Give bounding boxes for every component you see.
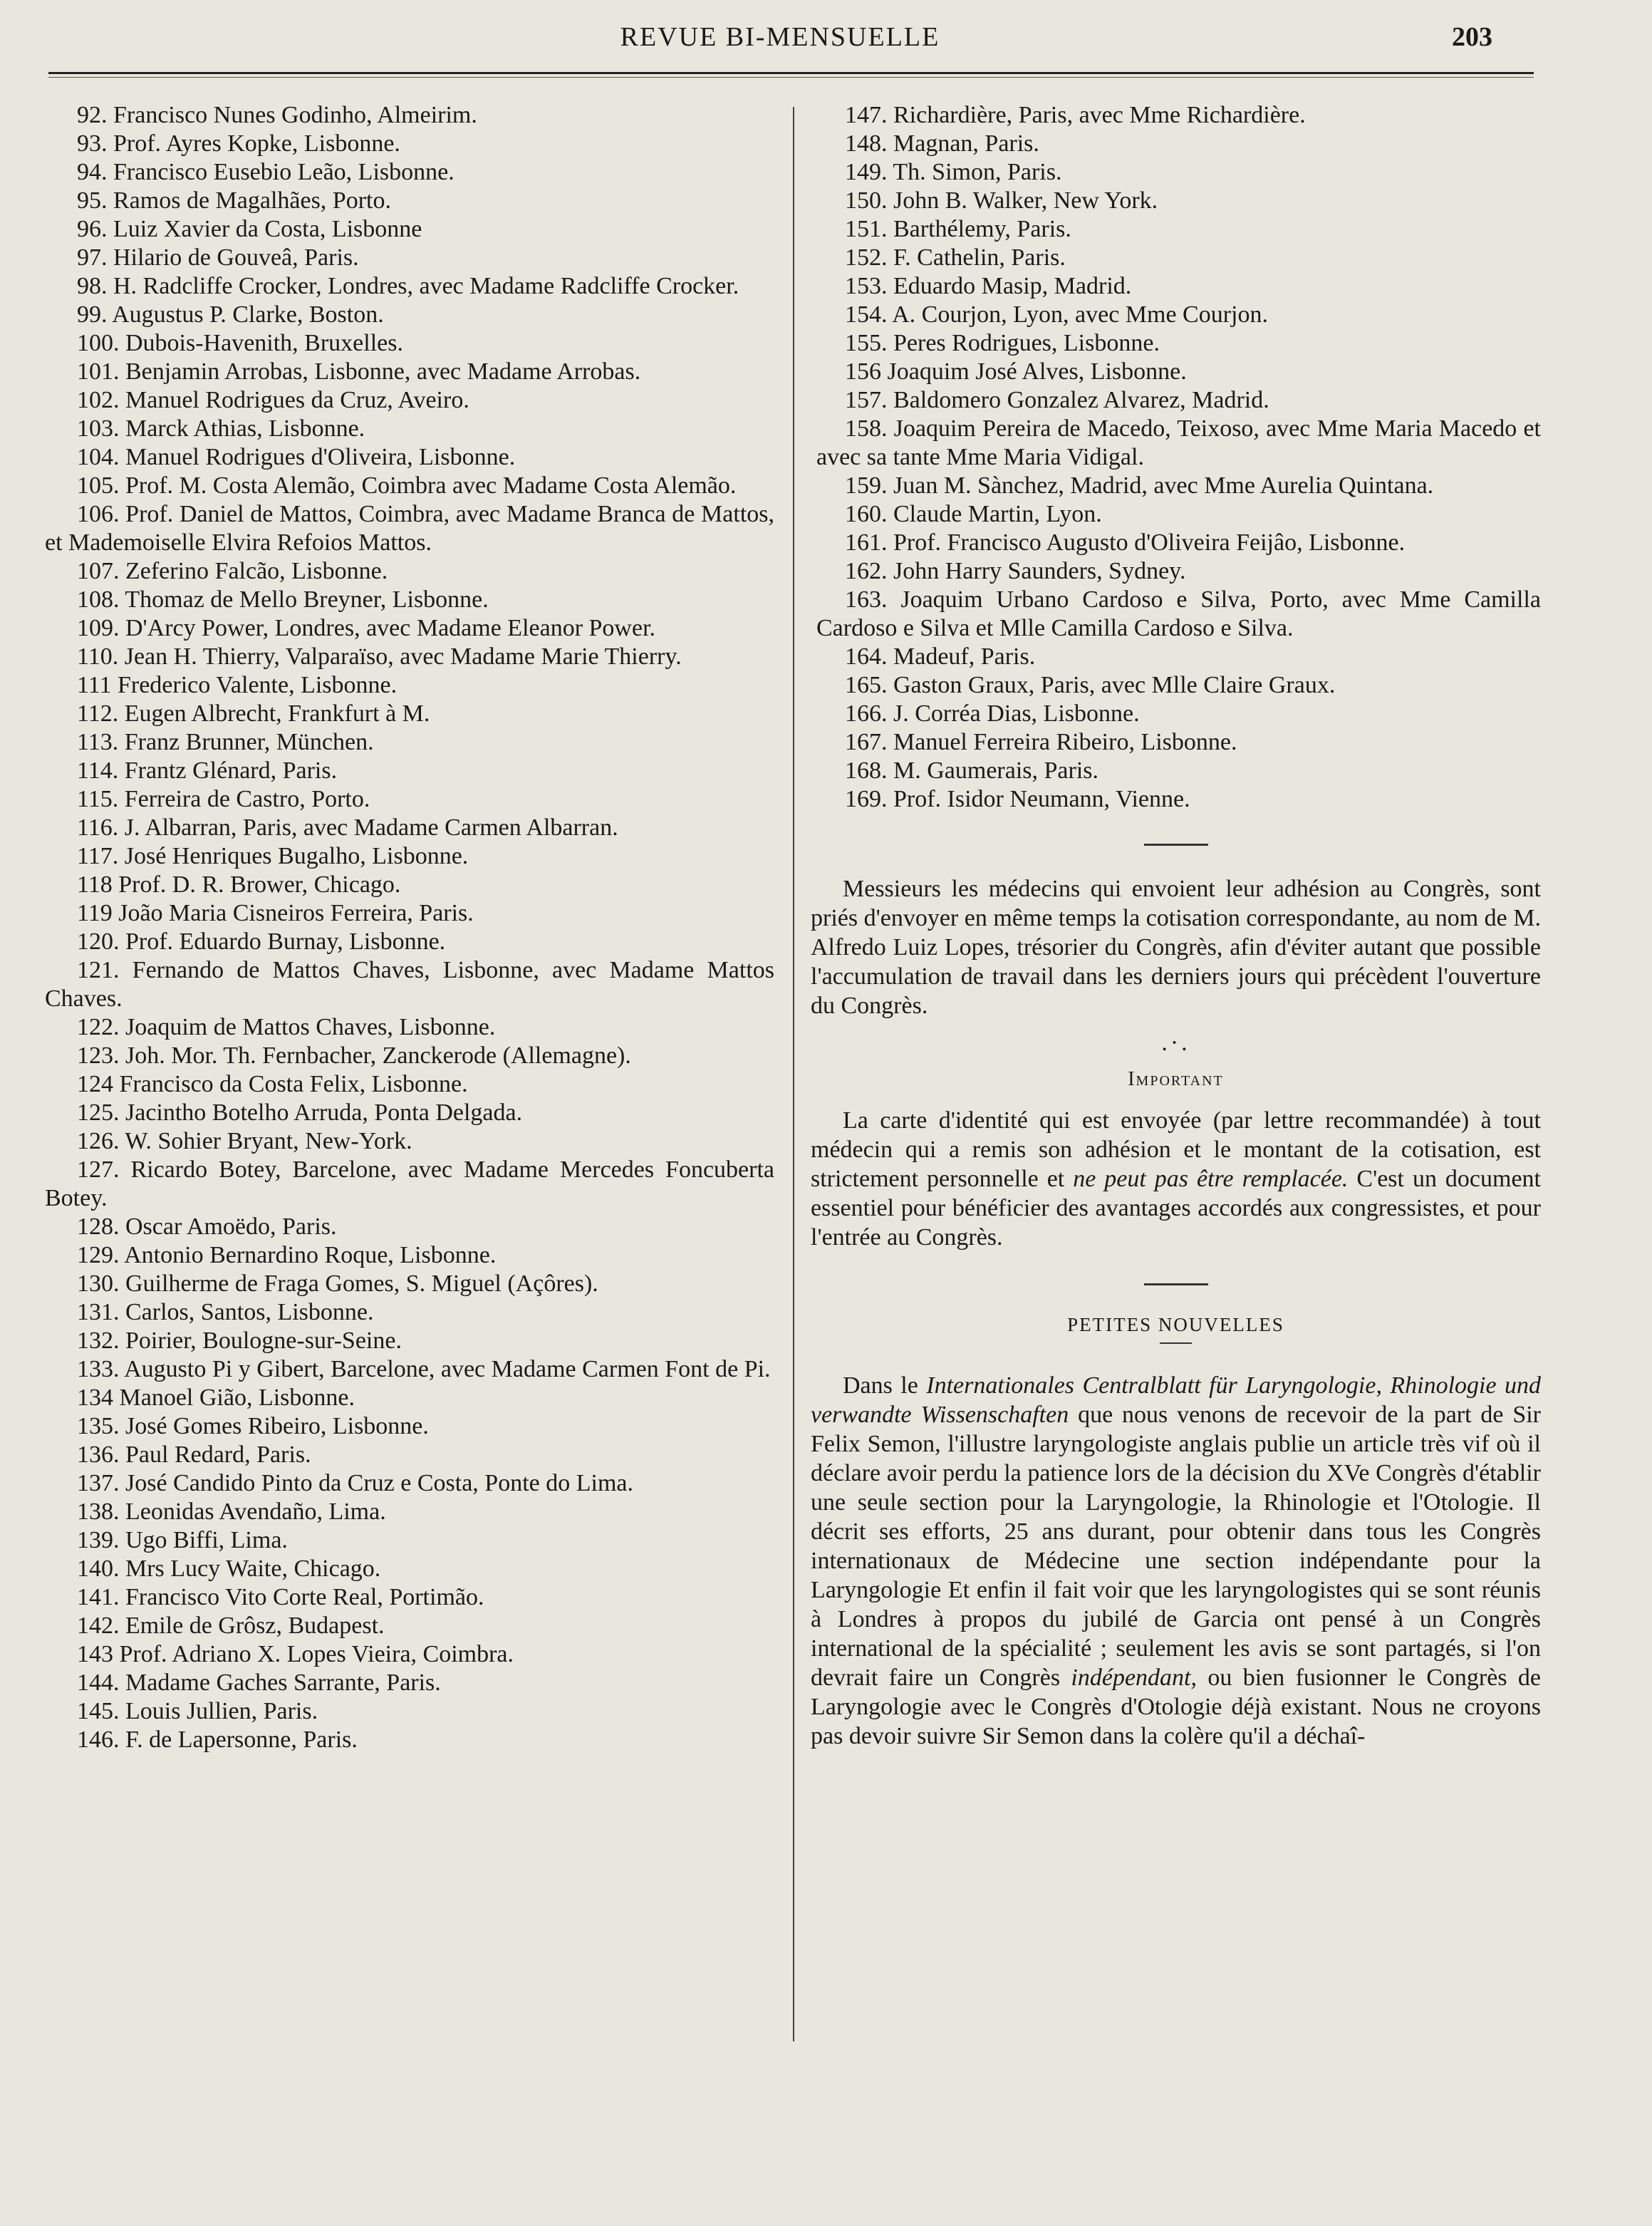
- list-entry: 119 João Maria Cisneiros Ferreira, Paris.: [77, 900, 474, 926]
- column-divider: [793, 107, 794, 2041]
- list-entry: 132. Poirier, Boulogne-sur-Seine.: [77, 1327, 402, 1354]
- list-entry: 136. Paul Redard, Paris.: [77, 1441, 311, 1468]
- list-entry: 111 Frederico Valente, Lisbonne.: [77, 672, 398, 698]
- list-entry: 112. Eugen Albrecht, Frankfurt à M.: [77, 700, 430, 727]
- news-italic-independant: indépendant,: [1071, 1665, 1197, 1691]
- header-rule-thin: [48, 77, 1534, 78]
- list-entry: 95. Ramos de Magalhães, Porto.: [77, 187, 391, 214]
- page-number: 203: [1452, 22, 1492, 52]
- left-column: [39, 101, 774, 1754]
- list-entry: 126. W. Sohier Bryant, New-York.: [77, 1128, 412, 1154]
- list-entry: 128. Oscar Amoëdo, Paris.: [77, 1213, 337, 1240]
- list-entry: 166. J. Corréa Dias, Lisbonne.: [845, 700, 1140, 727]
- list-entry: 117. José Henriques Bugalho, Lisbonne.: [77, 843, 469, 869]
- list-entry: 114. Frantz Glénard, Paris.: [77, 757, 338, 784]
- list-entry: 154. A. Courjon, Lyon, avec Mme Courjon.: [845, 301, 1269, 328]
- running-header: [0, 21, 1652, 64]
- list-entry: 98. H. Radcliffe Crocker, Londres, avec Madame Radcliffe Crocker.: [77, 273, 739, 299]
- list-entry: 168. M. Gaumerais, Paris.: [845, 757, 1099, 784]
- list-entry: 144. Madame Gaches Sarrante, Paris.: [77, 1670, 441, 1696]
- news-heading: PETITES NOUVELLES: [1067, 1314, 1284, 1335]
- list-entry: 143 Prof. Adriano X. Lopes Vieira, Coimbra.: [77, 1641, 514, 1667]
- list-entry: 155. Peres Rodrigues, Lisbonne.: [845, 330, 1160, 356]
- list-entry: 125. Jacintho Botelho Arruda, Ponta Delgada.: [77, 1099, 523, 1126]
- list-entry: 147. Richardière, Paris, avec Mme Richardière.: [845, 102, 1306, 128]
- important-paragraph: [811, 1106, 1541, 1252]
- list-entry: 148. Magnan, Paris.: [845, 130, 1039, 157]
- right-column: [811, 101, 1541, 1751]
- list-entry: 139. Ugo Biffi, Lima.: [77, 1527, 288, 1553]
- list-entry: 137. José Candido Pinto da Cruz e Costa, Ponte do Lima.: [77, 1470, 633, 1496]
- list-entry: 134 Manoel Gião, Lisbonne.: [77, 1384, 355, 1411]
- important-text-2: C'est un document essentiel pour bénéficier des avantages accordés aux congressistes, et pour l'entrée au Congrès.: [811, 1166, 1541, 1251]
- list-entry: 115. Ferreira de Castro, Porto.: [77, 786, 370, 812]
- news-text-2: que nous venons de recevoir de la part de Sir Felix Semon, l'illustre laryngologiste anglais publie un article très vif où il déclare avoir perdu la patience lors de la décision du XVe Congrès d'établir une seule section pour la Laryngologie, la Rhinologie et l'Otologie. Il décrit ses efforts, 25 ans durant, pour obtenir dans tous les Congrès internationaux de Médecine une section indépendante pour la Laryngologie Et enfin il fait voir que les laryngologistes qui se sont réunis à Londres à propos du jubilé de Garcia ont pensé à un Congrès international de la spécialité ; seulement les avis se sont partagés, si l'on devrait faire un Congrès: [811, 1402, 1541, 1691]
- list-entry: 102. Manuel Rodrigues da Cruz, Aveiro.: [77, 387, 469, 413]
- list-entry: 107. Zeferino Falcão, Lisbonne.: [77, 558, 388, 584]
- list-entry: 152. F. Cathelin, Paris.: [845, 244, 1066, 271]
- news-paragraph: [811, 1371, 1541, 1751]
- list-entry: 151. Barthélemy, Paris.: [845, 216, 1071, 242]
- list-entry: 93. Prof. Ayres Kopke, Lisbonne.: [77, 130, 400, 157]
- list-entry: 169. Prof. Isidor Neumann, Vienne.: [845, 786, 1190, 812]
- list-entry: 149. Th. Simon, Paris.: [845, 159, 1062, 185]
- list-entry: 165. Gaston Graux, Paris, avec Mlle Claire Graux.: [845, 672, 1336, 698]
- list-entry: 103. Marck Athias, Lisbonne.: [77, 415, 365, 442]
- member-list-right: [811, 101, 1541, 814]
- list-entry: 121. Fernando de Mattos Chaves, Lisbonne, avec Madame Mattos Chaves.: [45, 957, 774, 1012]
- list-entry: 145. Louis Jullien, Paris.: [77, 1698, 318, 1724]
- news-heading-rule: [1160, 1342, 1192, 1344]
- list-entry: 162. John Harry Saunders, Sydney.: [845, 558, 1186, 584]
- list-entry: 160. Claude Martin, Lyon.: [845, 501, 1102, 527]
- list-entry: 138. Leonidas Avendaño, Lima.: [77, 1498, 386, 1525]
- list-entry: 109. D'Arcy Power, Londres, avec Madame Eleanor Power.: [77, 615, 656, 641]
- list-entry: 96. Luiz Xavier da Costa, Lisbonne: [77, 216, 422, 242]
- list-entry: 108. Thomaz de Mello Breyner, Lisbonne.: [77, 586, 489, 613]
- list-entry: 133. Augusto Pi y Gibert, Barcelone, avec Madame Carmen Font de Pi.: [77, 1356, 771, 1382]
- list-entry: 156 Joaquim José Alves, Lisbonne.: [845, 358, 1187, 385]
- list-entry: 127. Ricardo Botey, Barcelone, avec Madame Mercedes Foncuberta Botey.: [45, 1156, 774, 1211]
- news-text-1: Dans le: [843, 1372, 927, 1399]
- list-entry: 141. Francisco Vito Corte Real, Portimão.: [77, 1584, 484, 1610]
- list-entry: 105. Prof. M. Costa Alemão, Coimbra avec Madame Costa Alemão.: [77, 472, 737, 499]
- list-entry: 120. Prof. Eduardo Burnay, Lisbonne.: [77, 928, 446, 955]
- important-italic: ne peut pas être remplacée.: [1073, 1166, 1349, 1192]
- list-entry: 116. J. Albarran, Paris, avec Madame Carmen Albarran.: [77, 814, 618, 841]
- list-entry: 124 Francisco da Costa Felix, Lisbonne.: [77, 1071, 468, 1097]
- list-entry: 135. José Gomes Ribeiro, Lisbonne.: [77, 1413, 429, 1439]
- list-entry: 130. Guilherme de Fraga Gomes, S. Miguel (Açôres).: [77, 1270, 598, 1297]
- list-entry: 118 Prof. D. R. Brower, Chicago.: [77, 871, 401, 898]
- list-entry: 113. Franz Brunner, München.: [77, 729, 374, 755]
- list-entry: 159. Juan M. Sànchez, Madrid, avec Mme Aurelia Quintana.: [845, 472, 1434, 499]
- journal-title: REVUE BI-MENSUELLE: [620, 22, 940, 52]
- list-entry: 97. Hilario de Gouveâ, Paris.: [77, 244, 359, 271]
- list-entry: 142. Emile de Grôsz, Budapest.: [77, 1612, 385, 1639]
- news-journal-title: Internationales Centralblatt für Laryngologie, Rhinologie und verwandte Wissenschaften: [811, 1372, 1541, 1428]
- important-text-1: La carte d'identité qui est envoyée (par lettre recommandée) à tout médecin qui a remis son adhésion et le montant de la cotisation, est strictement personnelle et: [811, 1107, 1541, 1192]
- important-heading: Important: [1128, 1068, 1224, 1090]
- separator-dots: .·.: [1161, 1030, 1190, 1056]
- list-entry: 100. Dubois-Havenith, Bruxelles.: [77, 330, 403, 356]
- list-entry: 163. Joaquim Urbano Cardoso e Silva, Porto, avec Mme Camilla Cardoso e Silva et Mlle Camilla Cardoso e Silva.: [816, 586, 1541, 641]
- list-entry: 122. Joaquim de Mattos Chaves, Lisbonne.: [77, 1014, 496, 1040]
- member-list-left: [39, 101, 774, 1754]
- list-entry: 146. F. de Lapersonne, Paris.: [77, 1727, 358, 1753]
- list-entry: 104. Manuel Rodrigues d'Oliveira, Lisbonne.: [77, 444, 516, 470]
- list-entry: 140. Mrs Lucy Waite, Chicago.: [77, 1555, 381, 1582]
- section-separator: [1144, 844, 1208, 846]
- list-entry: 94. Francisco Eusebio Leão, Lisbonne.: [77, 159, 454, 185]
- list-entry: 167. Manuel Ferreira Ribeiro, Lisbonne.: [845, 729, 1237, 755]
- list-entry: 129. Antonio Bernardino Roque, Lisbonne.: [77, 1242, 497, 1268]
- list-entry: 153. Eduardo Masip, Madrid.: [845, 273, 1132, 299]
- list-entry: 158. Joaquim Pereira de Macedo, Teixoso, avec Mme Maria Macedo et avec sa tante Mme Maria Vidigal.: [816, 415, 1541, 470]
- section-separator-2: [1144, 1283, 1208, 1285]
- list-entry: 106. Prof. Daniel de Mattos, Coimbra, avec Madame Branca de Mattos, et Mademoiselle Elvira Refoios Mattos.: [45, 501, 774, 556]
- list-entry: 123. Joh. Mor. Th. Fernbacher, Zanckerode (Allemagne).: [77, 1042, 631, 1069]
- notice-paragraph: Messieurs les médecins qui envoient leur adhésion au Congrès, sont priés d'envoyer en même temps la cotisation correspondante, au nom de M. Alfredo Luiz Lopes, trésorier du Congrès, afin d'éviter autant que possible l'accumulation de travail dans les derniers jours qui précèdent l'ouverture du Congrès.: [811, 876, 1541, 1019]
- list-entry: 101. Benjamin Arrobas, Lisbonne, avec Madame Arrobas.: [77, 358, 641, 385]
- news-text-3: ou bien fusionner le Congrès de Laryngologie avec le Congrès d'Otologie déjà existant. Nous ne croyons pas devoir suivre Sir Semon dans la colère qu'il a déchaî-: [811, 1665, 1541, 1749]
- header-rule: [48, 72, 1534, 74]
- list-entry: 99. Augustus P. Clarke, Boston.: [77, 301, 384, 328]
- list-entry: 164. Madeuf, Paris.: [845, 643, 1036, 670]
- list-entry: 161. Prof. Francisco Augusto d'Oliveira Feijâo, Lisbonne.: [845, 529, 1406, 556]
- list-entry: 110. Jean H. Thierry, Valparaïso, avec Madame Marie Thierry.: [77, 643, 682, 670]
- list-entry: 92. Francisco Nunes Godinho, Almeirim.: [77, 102, 477, 128]
- list-entry: 150. John B. Walker, New York.: [845, 187, 1158, 214]
- list-entry: 131. Carlos, Santos, Lisbonne.: [77, 1299, 374, 1325]
- list-entry: 157. Baldomero Gonzalez Alvarez, Madrid.: [845, 387, 1269, 413]
